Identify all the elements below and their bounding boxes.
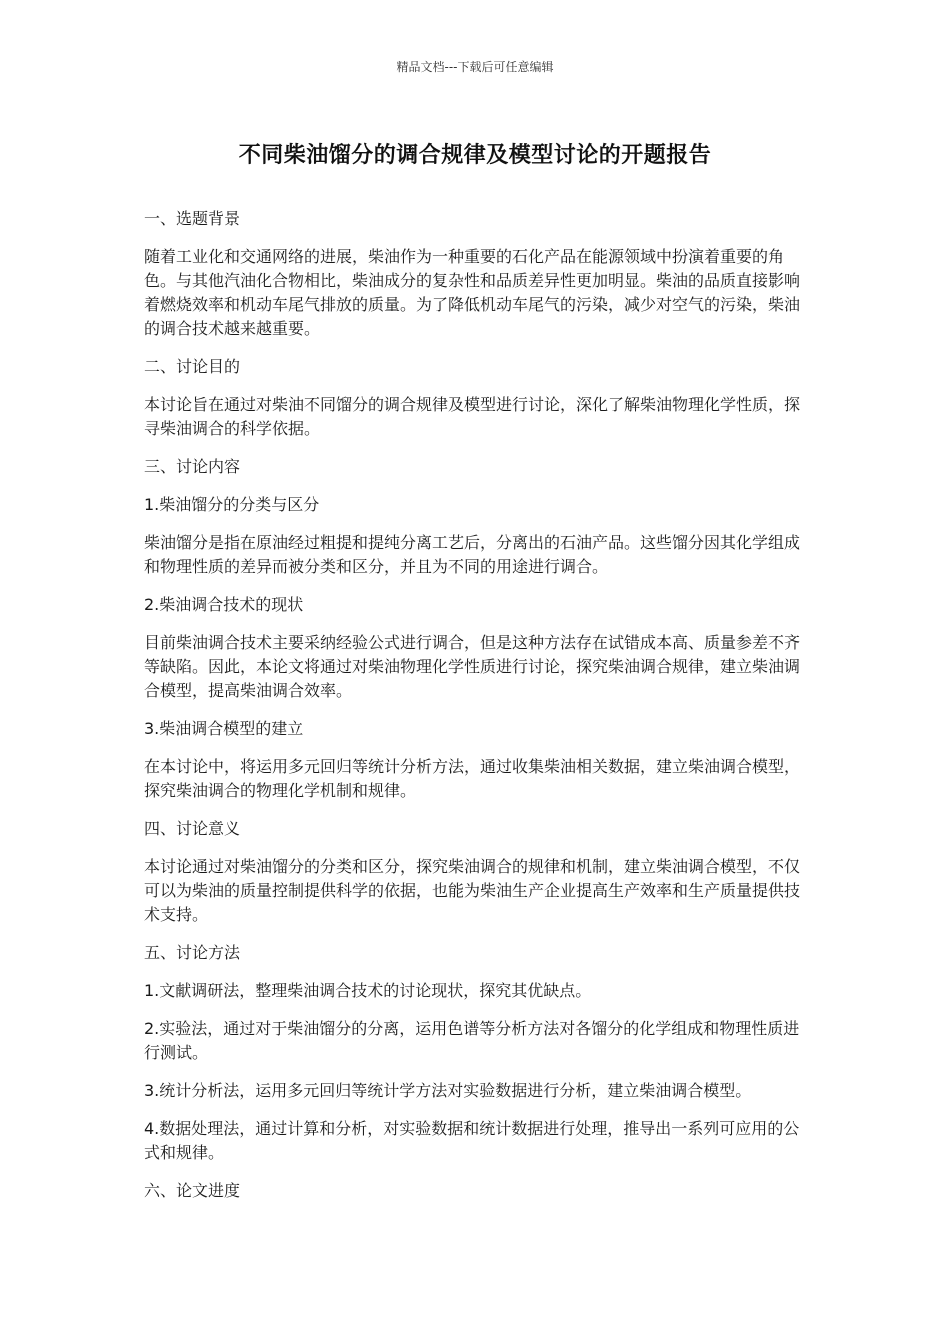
paragraph-classification: 柴油馏分是指在原油经过粗提和提纯分离工艺后，分离出的石油产品。这些馏分因其化学组成和物理性质的差异而被分类和区分，并且为不同的用途进行调合。	[144, 533, 801, 576]
section-heading-methods: 五、讨论方法	[144, 943, 241, 962]
section-heading-background: 一、选题背景	[144, 209, 241, 228]
paragraph-purpose: 本讨论旨在通过对柴油不同馏分的调合规律及模型进行讨论，深化了解柴油物理化学性质，探寻柴油调合的科学依据。	[144, 395, 801, 438]
section-heading-progress: 六、论文进度	[144, 1181, 241, 1200]
paragraph-status: 目前柴油调合技术主要采纳经验公式进行调合，但是这种方法存在试错成本高、质量参差不齐等缺陷。因此，本论文将通过对柴油物理化学性质进行讨论，探究柴油调合规律，建立柴油调合模型，提高柴油调合效率。	[144, 633, 801, 700]
document-body	[144, 207, 809, 1217]
section-heading-significance: 四、讨论意义	[144, 819, 241, 838]
section-heading-content: 三、讨论内容	[144, 457, 241, 476]
subheading-model: 3.柴油调合模型的建立	[144, 719, 304, 738]
subheading-status: 2.柴油调合技术的现状	[144, 595, 304, 614]
paragraph-model: 在本讨论中，将运用多元回归等统计分析方法，通过收集柴油相关数据，建立柴油调合模型，探究柴油调合的物理化学机制和规律。	[144, 757, 801, 800]
section-heading-purpose: 二、讨论目的	[144, 357, 241, 376]
method-item-1: 1.文献调研法，整理柴油调合技术的讨论现状，探究其优缺点。	[144, 981, 592, 1000]
method-item-3: 3.统计分析法，运用多元回归等统计学方法对实验数据进行分析，建立柴油调合模型。	[144, 1081, 752, 1100]
method-item-2: 2.实验法，通过对于柴油馏分的分离，运用色谱等分析方法对各馏分的化学组成和物理性质进行测试。	[144, 1019, 800, 1062]
paragraph-significance: 本讨论通过对柴油馏分的分类和区分，探究柴油调合的规律和机制，建立柴油调合模型，不仅可以为柴油的质量控制提供科学的依据，也能为柴油生产企业提高生产效率和生产质量提供技术支持。	[144, 857, 801, 924]
document-title: 不同柴油馏分的调合规律及模型讨论的开题报告	[238, 143, 712, 168]
method-item-4: 4.数据处理法，通过计算和分析，对实验数据和统计数据进行处理，推导出一系列可应用的公式和规律。	[144, 1119, 800, 1162]
paragraph-background: 随着工业化和交通网络的进展，柴油作为一种重要的石化产品在能源领域中扮演着重要的角色。与其他汽油化合物相比，柴油成分的复杂性和品质差异性更加明显。柴油的品质直接影响着燃烧效率和机动车尾气排放的质量。为了降低机动车尾气的污染，减少对空气的污染，柴油的调合技术越来越重要。	[144, 247, 801, 338]
subheading-classification: 1.柴油馏分的分类与区分	[144, 495, 320, 514]
header-note: 精品文档---下载后可任意编辑	[396, 60, 554, 74]
